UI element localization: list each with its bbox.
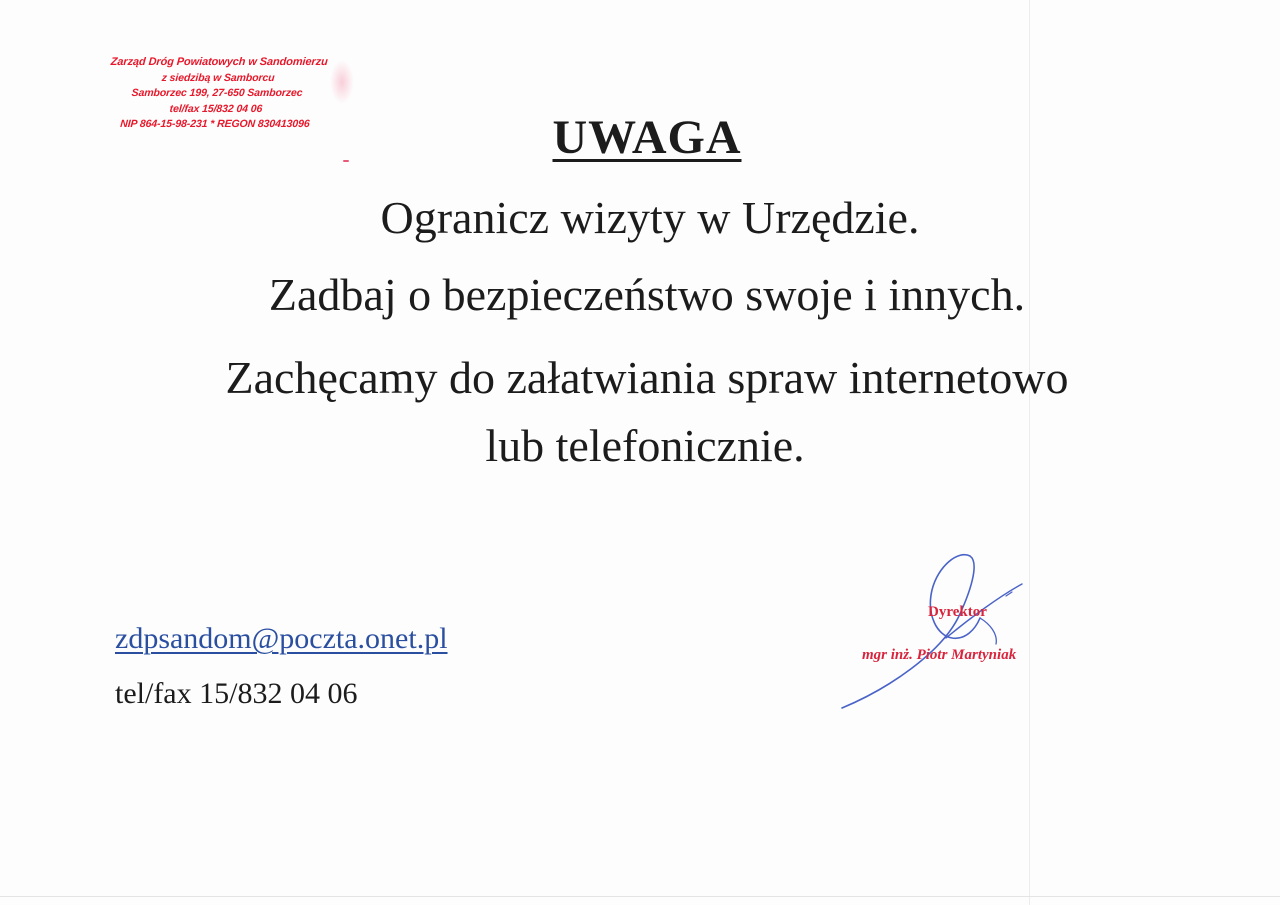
message-line: Zachęcamy do załatwiania spraw internetowo — [225, 352, 1069, 403]
stamp-line: NIP 864-15-98-231 * REGON 830413096 — [119, 118, 310, 130]
stamp-line: Samborzec 199, 27-650 Samborzec — [131, 87, 303, 99]
phone-fax-number: tel/fax 15/832 04 06 — [115, 677, 358, 710]
email-link[interactable]: zdpsandom@poczta.onet.pl — [115, 622, 448, 655]
stamp-line: z siedzibą w Samborcu — [161, 71, 275, 84]
handwritten-signature — [830, 548, 1030, 718]
stamp-line: tel/fax 15/832 04 06 — [169, 102, 263, 115]
signatory-name: mgr inż. Piotr Martyniak — [862, 647, 1017, 663]
notice-heading — [0, 108, 1280, 168]
message-line: lub telefonicznie. — [485, 420, 805, 471]
signatory-title: Dyrektor — [928, 604, 987, 620]
scan-bottom-edge — [0, 896, 1280, 897]
stamp-line: Zarząd Dróg Powiatowych w Sandomierzu — [110, 56, 329, 68]
message-line: Zadbaj o bezpieczeństwo swoje i innych. — [268, 269, 1026, 320]
notice-heading-text: UWAGA — [552, 111, 742, 164]
message-line: Ogranicz wizyty w Urzędzie. — [380, 192, 920, 243]
